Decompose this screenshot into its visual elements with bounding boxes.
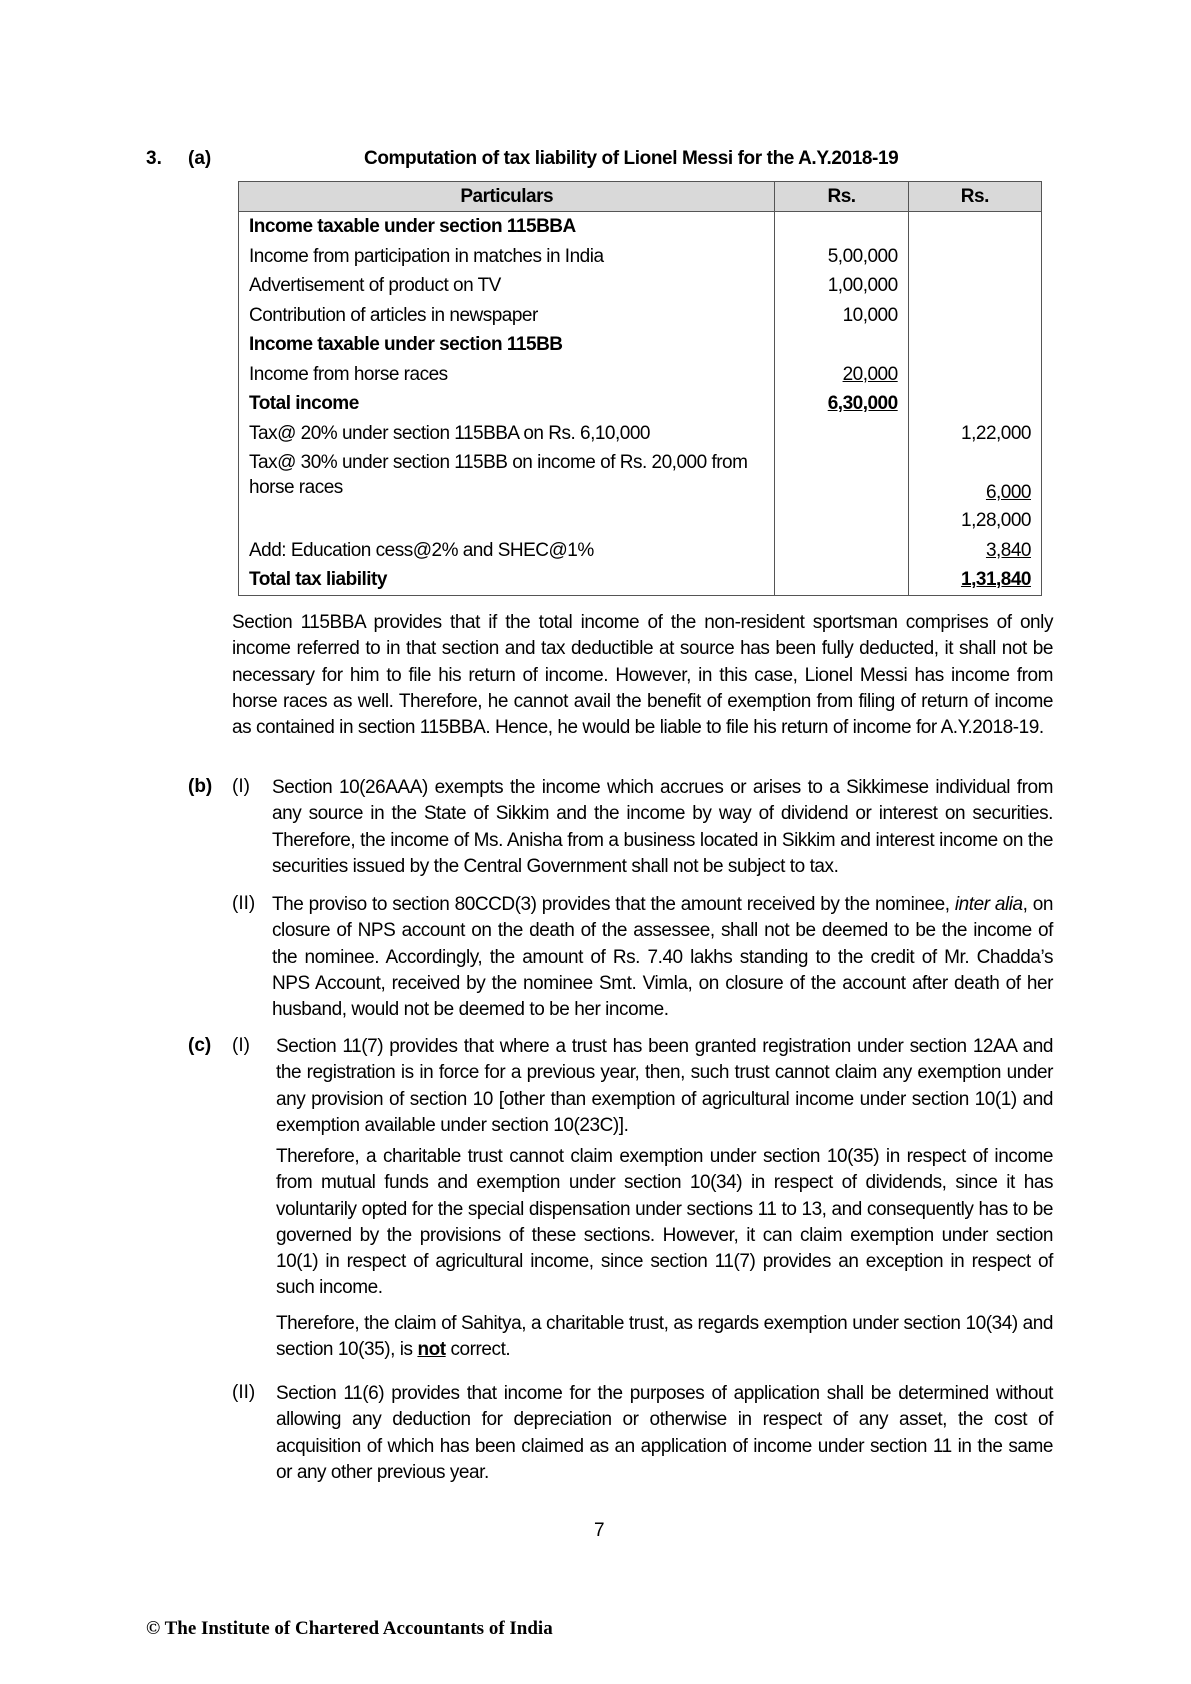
row-c3 [908, 242, 1041, 272]
part-b-i-label: (I) [232, 776, 250, 797]
row-c2 [775, 506, 908, 536]
row-desc: Income from horse races [239, 360, 775, 390]
page-number: 7 [594, 1520, 605, 1541]
row-c2 [775, 448, 908, 506]
part-c-i-para3-a: Therefore, the claim of Sahitya, a charitable trust, as regards exemption under section 10(34) and section 10(35), is [276, 1313, 1053, 1361]
table-row [239, 565, 1042, 595]
tax-computation-table [238, 181, 1042, 596]
row-c3 [908, 565, 1041, 595]
row-c3 [908, 301, 1041, 331]
table-row [239, 301, 1042, 331]
table-title: Computation of tax liability of Lionel Messi for the A.Y.2018-19 [364, 148, 899, 169]
not-emphasis: not [417, 1339, 446, 1361]
row-c2: 1,00,000 [775, 271, 908, 301]
header-rs-1: Rs. [775, 182, 908, 212]
row-desc: Income taxable under section 115BBA [239, 212, 775, 242]
table-row [239, 419, 1042, 449]
underlined-value: 3,840 [985, 539, 1031, 561]
part-c-i-para3-b: correct. [450, 1339, 511, 1361]
total-tax-liability-value: 1,31,840 [961, 569, 1031, 590]
part-b-ii-text [272, 892, 1053, 1023]
part-c-i-text: Section 11(7) provides that where a trust has been granted registration under section 12AA and the registration is in force for a previous year, then, such trust cannot claim any exemption under any provision of section 10 [other than exemption of agricultural income under section 10(1) and exemption available under section 10(23C)]. [276, 1036, 1053, 1136]
row-c2 [775, 419, 908, 449]
row-desc: Add: Education cess@2% and SHEC@1% [239, 536, 775, 566]
table-header-row [239, 182, 1042, 212]
row-desc: Income taxable under section 115BB [239, 330, 775, 360]
part-a-explanation: Section 115BBA provides that if the total income of the non-resident sportsman comprises of only income referred to in that section and tax deductible at source has been fully deducted, it shall not be necessary for him to file his return of income. However, in this case, Lionel Messi has income from horse races as well. Therefore, he cannot avail the benefit of exemption from filing of return of income as contained in section 115BBA. Hence, he would be liable to file his return of income for A.Y.2018-19. [232, 612, 1053, 739]
row-c2 [775, 212, 908, 242]
row-c3 [908, 212, 1041, 242]
row-c3 [908, 536, 1041, 566]
table-row [239, 330, 1042, 360]
row-c3: 1,28,000 [908, 506, 1041, 536]
row-c2 [775, 536, 908, 566]
header-particulars: Particulars [239, 182, 775, 212]
row-c3 [908, 389, 1041, 419]
part-c-ii-text: Section 11(6) provides that income for the purposes of application shall be determined without allowing any deduction for depreciation or otherwise in respect of any asset, the cost of acquisition of which has been claimed as an application of income under section 11 in the same or any other previous year. [276, 1383, 1053, 1483]
part-b-ii-text-1: The proviso to section 80CCD(3) provides that the amount received by the nominee, [272, 894, 950, 915]
table-row [239, 271, 1042, 301]
part-c-i-para3 [276, 1311, 1053, 1364]
table-row [239, 389, 1042, 419]
table-row [239, 506, 1042, 536]
subtotal-underlined-value: 20,000 [842, 363, 898, 385]
total-income-value: 6,30,000 [827, 393, 898, 414]
row-desc [239, 506, 775, 536]
row-desc: Total income [239, 389, 775, 419]
row-desc: Total tax liability [239, 565, 775, 595]
row-c2: 5,00,000 [775, 242, 908, 272]
table-row [239, 242, 1042, 272]
row-c2 [775, 330, 908, 360]
row-c2 [775, 360, 908, 390]
table-row [239, 448, 1042, 506]
part-b-label: (b) [188, 776, 213, 797]
part-c-i-label: (I) [232, 1035, 250, 1056]
part-c-i-para2: Therefore, a charitable trust cannot claim exemption under section 10(35) in respect of income from mutual funds and exemption under section 10(34) in respect of dividends, since it has voluntarily opted for the special dispensation under sections 11 to 13, and consequently has to be governed by the provisions of these sections. However, it can claim exemption under section 10(1) in respect of agricultural income, since section 11(7) provides an exception in respect of such income. [276, 1146, 1053, 1299]
part-c-ii-label: (II) [232, 1382, 256, 1403]
row-c2 [775, 389, 908, 419]
question-number: 3. [146, 148, 162, 169]
row-c3 [908, 330, 1041, 360]
row-c3 [908, 360, 1041, 390]
row-c3: 1,22,000 [908, 419, 1041, 449]
part-b-ii-text-2: , on closure of NPS account on the death of the assessee, shall not be deemed to be the income of the nominee. Accordingly, the amount of Rs. 7.40 lakhs standing to the credit of Mr. Chadda’s NPS Account, received by the nominee Smt. Vimla, on closure of the account after death of her husband, would not be deemed to be her income. [272, 894, 1053, 1021]
table-row [239, 360, 1042, 390]
row-c3 [908, 448, 1041, 506]
table-row [239, 536, 1042, 566]
part-a-label: (a) [188, 148, 212, 169]
row-desc: Contribution of articles in newspaper [239, 301, 775, 331]
row-c2 [775, 565, 908, 595]
row-desc: Tax@ 20% under section 115BBA on Rs. 6,10,000 [239, 419, 775, 449]
footer-copyright: © The Institute of Chartered Accountants of India [146, 1618, 553, 1639]
underlined-value: 6,000 [985, 482, 1031, 503]
inter-alia-italic: inter alia [954, 894, 1023, 915]
part-c-label: (c) [188, 1035, 212, 1056]
header-rs-2: Rs. [908, 182, 1041, 212]
part-b-ii-label: (II) [232, 893, 256, 914]
row-desc: Income from participation in matches in India [239, 242, 775, 272]
row-c2: 10,000 [775, 301, 908, 331]
part-b-i-text: Section 10(26AAA) exempts the income which accrues or arises to a Sikkimese individual from any source in the State of Sikkim and the income by way of dividend or interest on securities. Therefore, the income of Ms. Anisha from a business located in Sikkim and interest income on the securities issued by the Central Government shall not be subject to tax. [272, 777, 1053, 877]
table-row [239, 212, 1042, 242]
row-desc: Advertisement of product on TV [239, 271, 775, 301]
row-c3 [908, 271, 1041, 301]
row-desc: Tax@ 30% under section 115BB on income of Rs. 20,000 from horse races [239, 448, 775, 506]
